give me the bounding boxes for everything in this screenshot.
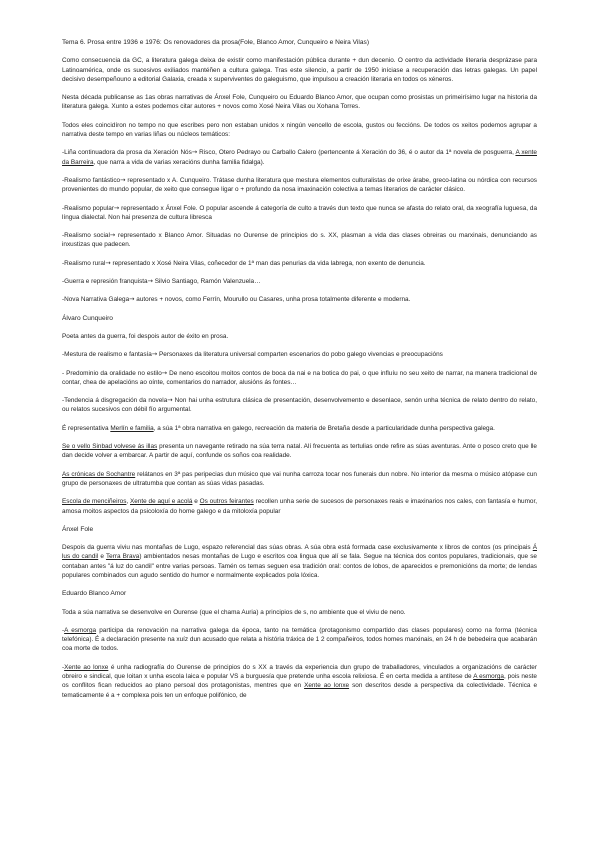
cunqueiro-paragraph-6: Se o vello Sinbad volvese ás illas presenta un navegante retirado na súa terra natal. Alí frecuenta as tertulias onde refire as súas aventuras. Ante o posco creto que lle dan decide volver a embarcar. A partir de aquí, confunde os soños coa realidade. bbox=[62, 443, 537, 460]
book-title: Xente ao lonxe bbox=[64, 663, 109, 671]
book-title: Xente ao lonxe bbox=[304, 682, 350, 690]
arrow-icon: → bbox=[109, 231, 116, 240]
book-title: Terra Brava bbox=[105, 553, 140, 561]
book-title: A esmorga bbox=[473, 673, 504, 681]
book-title: Se o vello Sinbad volvese ás illas bbox=[62, 443, 158, 451]
intro-paragraph-1: Como consecuencia da GC, a literatura galega deixa de existir como manifestación pública durante + dun decenio. O centro da actividade literaria desprázase para Latinoamérica, onde os sucesivos exiliados mantéñen a cultura galega. Tras este silencio, a partir de 1950 iníciase a recuperación das letras galegas. Un papel decisivo desempeñouno a editorial Galaxia, creada x superviventes do galeguismo, que impulsou a creación literaria en todos os xéneros. bbox=[62, 57, 537, 83]
list-item: -Realismo fantástico→ representado x A. Cunqueiro. Trátase dunha literatura que mestura elementos culturalistas de orixe árabe, greco-latina ou nórdica con recursos provenientes do mundo popular, de xeito que consegue ligar o + profundo da nosa imaxinación colectiva a temas literarios de carácter clásico. bbox=[62, 175, 537, 194]
cunqueiro-paragraph-8: Escola de menciñeiros, Xente de aquí e acolá e Os outros feirantes recollen unha serie de sucesos de personaxes reais e imaxinarios nos cales, con fantasía e humor, amosa moitos aspectos da psicoloxía do home galego e da mitoloxía popular bbox=[62, 498, 538, 515]
intro-paragraph-3: Todos eles coincidíron no tempo no que escribes pero non estaban unidos x ningún vencello de escola, gustos ou feccións. De todos os xeitos podemos agrupar a narrativa deste tempo en varias liñas ou núcleos temáticos: bbox=[62, 121, 537, 139]
book-title: A esmorga bbox=[64, 626, 97, 634]
cunqueiro-paragraph-2: -Mestura de realismo e fantasía→ Personaxes da literatura universal comparten escenarios do pobo galego vivencias e preocupacións bbox=[62, 350, 443, 359]
list-item: -Realismo social→ representado x Blanco Amor. Situadas no Ourense de principios do s. XX, plasman a vida das clases obreiras ou marxinais, denunciando as inxustizas que padecen. bbox=[62, 231, 537, 249]
list-item: -Liña continuadora da prosa da Xeración Nós→ Risco, Otero Pedrayo ou Carballo Calero (pertencente á Xeración do 36, é o autor da 1ª novela de posguerra, A xente da Barreira, que narra a vida de varias xeracións dunha familia fidalga). bbox=[62, 148, 537, 166]
arrow-icon: → bbox=[167, 396, 173, 405]
blanco-amor-paragraph-1: Toda a súa narrativa se desenvolve en Ourense (que el chama Auria) a principios de s, no ambiente que el viviu de neno. bbox=[62, 608, 406, 616]
section-heading-cunqueiro: Álvaro Cunqueiro bbox=[62, 314, 113, 322]
list-item: -Realismo popular→ representado x Ánxel Fole. O popular ascende á categoría de culto a través dun texto que nunca se afasta do relato oral, da xeografía luguesa, da língua dialectal. Non hai presenza de cultura libresca bbox=[62, 203, 538, 221]
book-title: A xente da Barreira bbox=[62, 149, 537, 166]
book-title: Merlín e familia bbox=[110, 424, 154, 432]
blanco-amor-paragraph-3: -Xente ao lonxe é unha radiografía do Ourense de principios do s XX a través da experiencia dun grupo de traballadores, vinculados a organizacións de carácter obreiro e sindical, que loitan x unha escola laica e popular VS a burguesía que pretende unha escola relixiosa. É en certa medida a antítese de A esmorga, pois neste os conflitos fican reducidos ao plano persoal dos protagonistas, mentres que en Xente ao lonxe son descritos desde a perspectiva da colectividade. Técnica e tematicamente é a + complexa pois ten un enfoque polifónico, de bbox=[62, 663, 537, 699]
arrow-icon: → bbox=[191, 148, 198, 157]
arrow-icon: → bbox=[120, 175, 126, 184]
arrow-icon: → bbox=[147, 277, 153, 286]
book-title: Os outros feirantes bbox=[199, 498, 254, 506]
arrow-icon: → bbox=[129, 295, 135, 304]
document-title: Tema 6. Prosa entre 1936 e 1976: Os renovadores da prosa(Fole, Blanco Amor, Cunqueiro e Neira Vilas) bbox=[62, 39, 370, 46]
arrow-icon: → bbox=[161, 368, 168, 377]
book-title: Escola de menciñeiros bbox=[62, 498, 127, 506]
cunqueiro-paragraph-1: Poeta antes da guerra, foi despois autor de éxito en prosa. bbox=[62, 332, 229, 340]
cunqueiro-paragraph-5: É representativa Merlín e familia, a súa 1ª obra narrativa en galego, recreación da materia de Bretaña desde a particularidade dunha perspectiva galega. bbox=[62, 424, 495, 432]
list-item: -Realismo rural→ representado x Xosé Neira Vilas, coñecedor de 1ª man das penurias da vida labrega, non exento de denuncia. bbox=[62, 258, 426, 267]
arrow-icon: → bbox=[113, 203, 120, 212]
arrow-icon: → bbox=[105, 258, 111, 267]
fole-paragraph-1: Despois da guerra viviu nas montañas de Lugo, espazo referencial das súas obras. A súa obra está formada case exclusivamente x libros de contos (os principais Á lus do candil e Terra Brava) ambientados nesas montañas de Lugo e escritos coa lingua que alí se fala. Segue na técnica dos contos populares, tradicionais, que se contaban antes "á luz do candil" entre varias persoas. Tamén os temas seguen esa tradición oral: contos de lobos, de aparecidos e premonicións da morte; de lendas populares combinados cun agudo sentido do humor e normalmente explicados pola lóxica. bbox=[62, 544, 537, 579]
cunqueiro-paragraph-4: -Tendencia á disgregación da novela→ Non hai unha estrutura clásica de presentación, desenvolvemento e desenlace, senón unha técnica de relato dentro do relato, ou relatos sucesivos con débil fío argumental. bbox=[62, 396, 537, 414]
book-title: Xente de aquí e acolá bbox=[130, 498, 193, 506]
list-item: -Guerra e represión franquista→ Silvio Santiago, Ramón Valenzuela… bbox=[62, 277, 261, 286]
list-item: -Nova Narrativa Galega→ autores + novos, como Ferrín, Mourullo ou Casares, unha prosa totalmente diferente e moderna. bbox=[62, 295, 411, 304]
intro-paragraph-2: Nesta década publicanse as 1as obras narrativas de Ánxel Fole, Cunqueiro ou Eduardo Blanco Amor, que ocupan como prosistas un primeirísimo lugar na historia da literatura galega. Xunto a estes podemos citar autores + novos como Xosé Neira Vilas ou Xohana Torres. bbox=[62, 94, 537, 111]
blanco-amor-paragraph-2: -A esmorga participa da renovación na narrativa galega da época, tanto na temática (protagonismo compartido das clases populares) como na forma (técnica telefónica). É a declaración presente na xuíz dun acusado que relata a história tráxica de 1 2 compañeiros, todos homes marxinais, en 24 h de bebedeira que acabarán coa morte de todos. bbox=[62, 626, 537, 653]
book-title: Á lus do candil bbox=[62, 544, 537, 561]
cunqueiro-paragraph-3: - Predominio da oralidade no estilo→ De neno escoitou moitos contos de boca da nai e na botica do pai, o que influíu no seu xeito de narrar, na manera tradicional de contar, chea de apelacións ao oínte, comentarios do narrador, alusións ás fontes… bbox=[62, 368, 537, 386]
section-heading-fole: Ánxel Fole bbox=[62, 525, 94, 533]
section-heading-blanco-amor: Eduardo Blanco Amor bbox=[62, 590, 127, 598]
book-title: As crónicas de Sochantre bbox=[62, 470, 136, 478]
cunqueiro-paragraph-7: As crónicas de Sochantre relátanos en 3ª pas peripecias dun músico que vai nunha carroza tocar nos funerais dun nobre. No interior da mesma o músico atópase cun grupo de personaxes de ultratumba que contan as súas vidas pasadas. bbox=[62, 470, 537, 487]
arrow-icon: → bbox=[151, 350, 158, 359]
